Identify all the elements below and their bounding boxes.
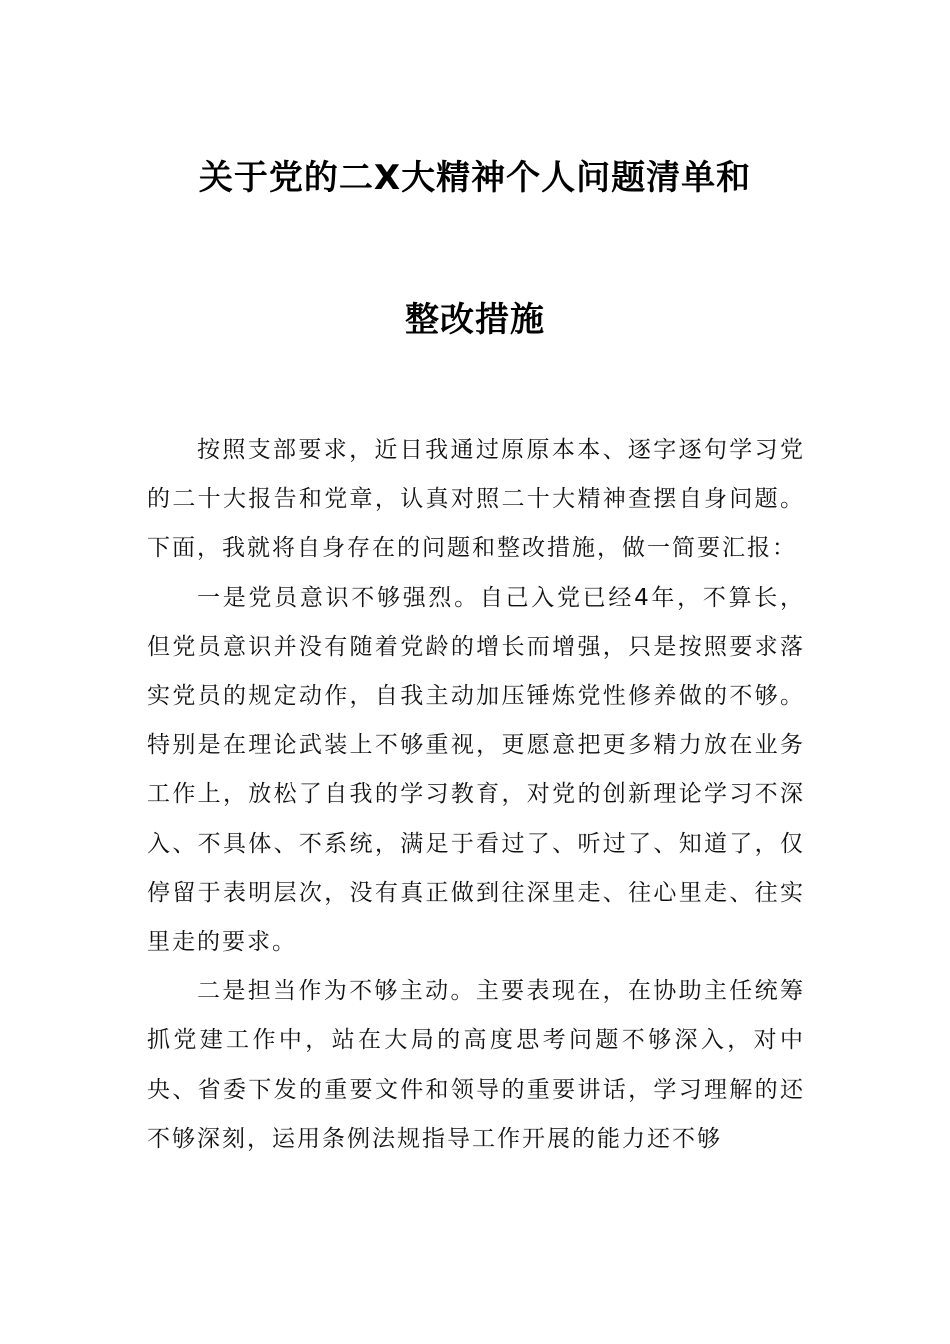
document-title-line-2: 整改措施 xyxy=(405,300,545,340)
document-title-line-1: 关于党的二X大精神个人问题清单和 xyxy=(198,158,752,198)
paragraph-party-awareness: 一是党员意识不够强烈。自己入党已经4年，不算长，但党员意识并没有随着党龄的增长而增强，只是按照要求落实党员的规定动作，自我主动加压锤炼党性修养做的不够。特别是在理论武装上不够重视，更愿意把更多精力放在业务工作上，放松了自我的学习教育，对党的创新理论学习不深入、不具体、不系统，满足于看过了、听过了、知道了，仅停留于表明层次，没有真正做到往深里走、往心里走、往实里走的要求。 xyxy=(147,584,805,956)
paragraph-responsibility: 二是担当作为不够主动。主要表现在，在协助主任统筹抓党建工作中，站在大局的高度思考问题不够深入，对中央、省委下发的重要文件和领导的重要讲话，学习理解的还不够深刻，运用条例法规指导工作开展的能力还不够 xyxy=(147,978,805,1152)
paragraph-intro: 按照支部要求，近日我通过原原本本、逐字逐句学习党的二十大报告和党章，认真对照二十大精神查摆自身问题。下面，我就将自身存在的问题和整改措施，做一简要汇报： xyxy=(147,437,805,562)
document-body xyxy=(147,426,805,1164)
